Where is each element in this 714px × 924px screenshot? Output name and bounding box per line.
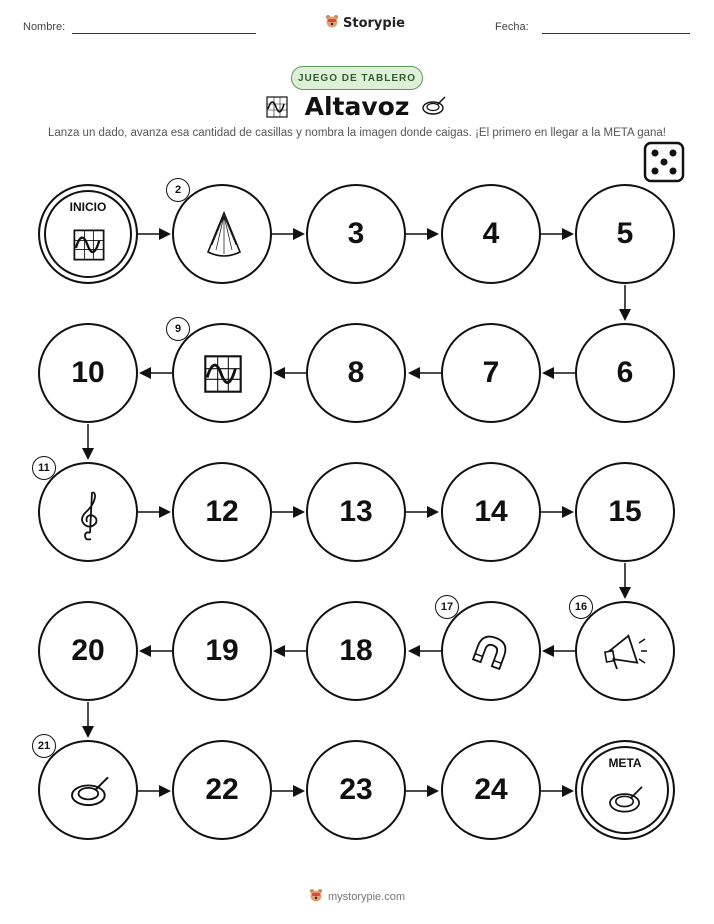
cell-number-badge: 21 [32,734,56,758]
graph-icon [200,351,246,402]
board-cell-12 [172,462,272,562]
coiled-rope-icon [606,784,646,821]
finish-label: META [608,756,642,770]
cell-number: 20 [71,634,105,667]
finish-cell [575,740,675,840]
start-cell [38,184,138,284]
cell-number-badge: 16 [569,595,593,619]
name-label: Nombre: [23,21,66,33]
instructions: Lanza un dado, avanza esa cantidad de casillas y nombra la imagen donde caigas. ¡El primero en llegar a la META gana! [48,127,666,139]
board-cell-17 [441,601,541,701]
footer [0,888,714,905]
board-cell-8 [306,323,406,423]
board-cell-22 [172,740,272,840]
board-cell-4 [441,184,541,284]
cell-number: 3 [347,217,365,250]
cell-number: 23 [339,773,373,806]
board-cell-3 [306,184,406,284]
board-cell-6 [575,323,675,423]
board-cell-14 [441,462,541,562]
bear-logo-icon [309,888,323,905]
treble-clef-icon [77,489,103,548]
cell-number: 13 [339,495,373,528]
board-cell-21 [38,740,138,840]
page-title: Altavoz [304,92,410,121]
cell-number-badge: 2 [166,178,190,202]
board-cell-11 [38,462,138,562]
board-cell-15 [575,462,675,562]
board-cell-19 [172,601,272,701]
cell-number-badge: 11 [32,456,56,480]
board-cell-20 [38,601,138,701]
board-cell-2 [172,184,272,284]
cone-icon [204,210,244,265]
cell-number-badge: 9 [166,317,190,341]
cell-number: 19 [205,634,239,667]
game-type-badge: JUEGO DE TABLERO [291,66,423,90]
board-cell-13 [306,462,406,562]
footer-url[interactable]: mystorypie.com [327,890,406,903]
cell-number: 12 [205,495,239,528]
megaphone-icon [603,631,649,678]
board-cell-18 [306,601,406,701]
start-label: INICIO [69,200,107,214]
board-cell-16 [575,601,675,701]
board-cell-9 [172,323,272,423]
cell-number: 7 [482,356,500,389]
cell-number: 6 [616,356,634,389]
coiled-rope-icon [67,774,113,815]
brand-name: Storypie [343,15,405,31]
cell-number: 5 [616,217,634,250]
board-cell-24 [441,740,541,840]
cell-number: 15 [608,495,642,528]
board-cell-23 [306,740,406,840]
graph-icon [70,226,108,269]
date-label: Fecha: [495,21,529,33]
cell-number: 8 [347,356,365,389]
board-cell-10 [38,323,138,423]
cell-number-badge: 17 [435,595,459,619]
cell-number: 4 [482,217,500,250]
cell-number: 22 [205,773,239,806]
cell-number: 10 [71,356,105,389]
magnet-icon [469,629,515,680]
board-cell-5 [575,184,675,284]
cell-number: 18 [339,634,373,667]
board-cell-7 [441,323,541,423]
cell-number: 14 [474,495,508,528]
cell-number: 24 [474,773,508,806]
